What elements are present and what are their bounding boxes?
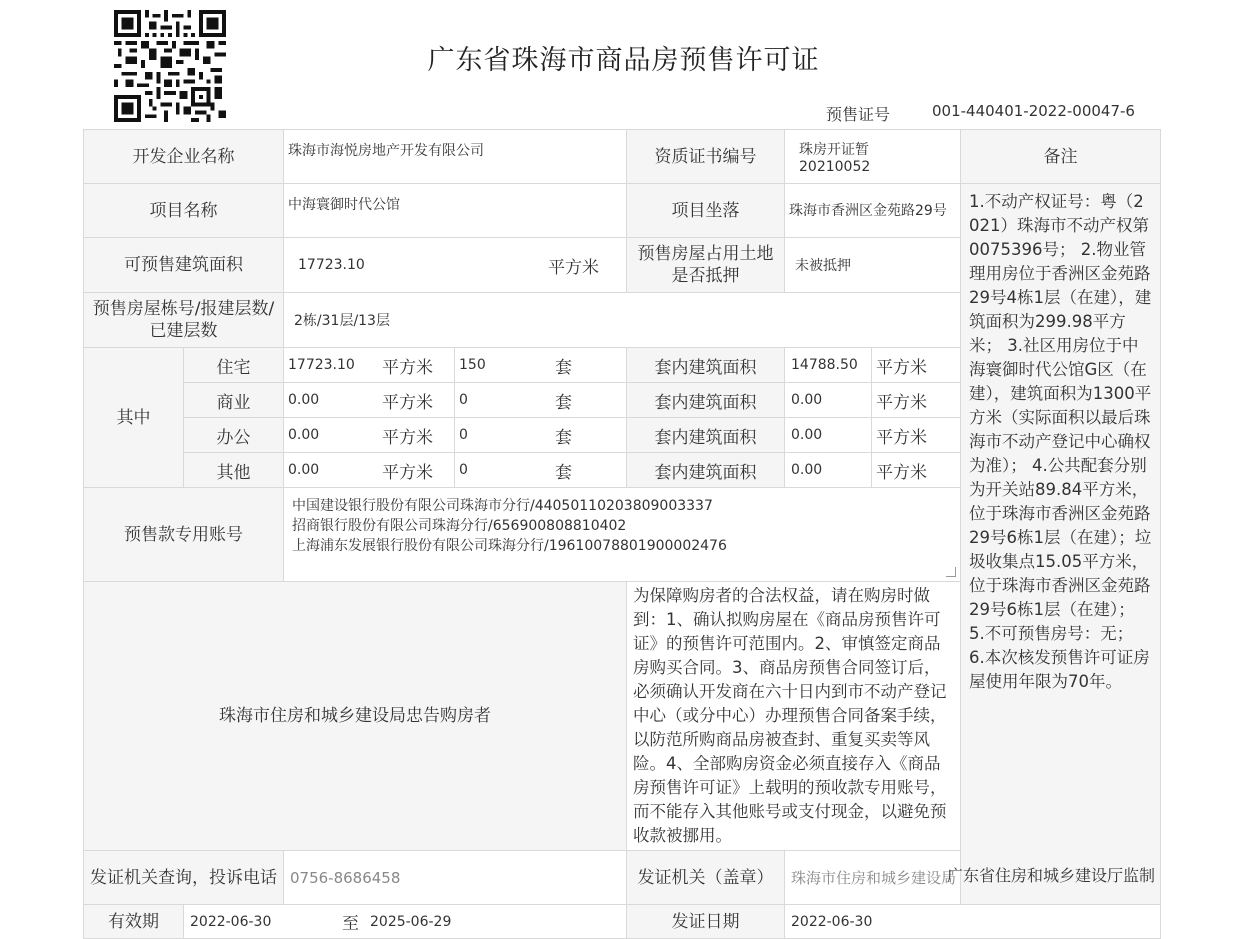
- mortgage-label: 预售房屋占用土地是否抵押: [627, 238, 785, 293]
- page-title: 广东省珠海市商品房预售许可证: [427, 45, 820, 76]
- validity-end: 2025-06-29: [370, 913, 452, 930]
- breakdown-area-0: 17723.10: [288, 357, 355, 373]
- breakdown-area-cell-0: [284, 348, 455, 383]
- breakdown-inner-label-0: 套内建筑面积: [627, 348, 785, 383]
- accounts-label: 预售款专用账号: [84, 488, 284, 582]
- contact-label: 发证机关查询，投诉电话: [84, 851, 284, 905]
- breakdown-inner-label-2: 套内建筑面积: [627, 418, 785, 453]
- breakdown-area-1: 0.00: [288, 392, 320, 408]
- breakdown-area-2: 0.00: [288, 427, 320, 443]
- breakdown-area-3: 0.00: [288, 462, 320, 478]
- project-name-label: 项目名称: [84, 184, 284, 238]
- sale-area-unit: 平方米: [548, 257, 599, 278]
- breakdown-inner-unit-1: 平方米: [872, 383, 961, 418]
- breakdown-inner-unit-0: 平方米: [872, 348, 961, 383]
- mortgage-value: 未被抵押: [785, 238, 961, 293]
- supervisor-note: 广东省住房和城乡建设厅监制: [946, 866, 1155, 885]
- permit-number-label: 预售证号: [826, 105, 891, 124]
- breakdown-inner-unit-2: 平方米: [872, 418, 961, 453]
- breakdown-count-2: 0: [459, 427, 468, 443]
- breakdown-inner-area-1: 0.00: [785, 383, 872, 418]
- breakdown-count-unit-0: 套: [555, 357, 572, 378]
- validity-range: [184, 905, 627, 939]
- breakdown-count-unit-2: 套: [555, 427, 572, 448]
- contact-phone: 0756-8686458: [284, 851, 627, 905]
- breakdown-count-1: 0: [459, 392, 468, 408]
- breakdown-count-3: 0: [459, 462, 468, 478]
- remarks-label: 备注: [961, 130, 1161, 184]
- sale-area-label: 可预售建筑面积: [84, 238, 284, 293]
- breakdown-inner-area-0: 14788.50: [785, 348, 872, 383]
- issue-date-value: 2022-06-30: [785, 905, 1161, 939]
- breakdown-area-cell-2: [284, 418, 455, 453]
- sale-area-cell: [284, 238, 627, 293]
- breakdown-inner-unit-3: 平方米: [872, 453, 961, 488]
- breakdown-inner-area-3: 0.00: [785, 453, 872, 488]
- developer-label: 开发企业名称: [84, 130, 284, 184]
- breakdown-count-0: 150: [459, 357, 486, 373]
- breakdown-inner-label-3: 套内建筑面积: [627, 453, 785, 488]
- project-location-label: 项目坐落: [627, 184, 785, 238]
- breakdown-inner-area-2: 0.00: [785, 418, 872, 453]
- breakdown-count-cell-1: [455, 383, 627, 418]
- breakdown-type-3: 其他: [184, 453, 284, 488]
- permit-table: [83, 129, 1161, 939]
- validity-to-label: 至: [342, 914, 359, 934]
- resize-grip-icon[interactable]: [946, 567, 956, 577]
- breakdown-group-label: 其中: [84, 348, 184, 488]
- issue-date-label: 发证日期: [627, 905, 785, 939]
- account-line-1: 招商银行股份有限公司珠海分行/656900808810402: [292, 518, 627, 534]
- breakdown-area-unit-3: 平方米: [382, 462, 433, 483]
- buildings-value: 2栋/31层/13层: [284, 293, 961, 348]
- developer-value: 珠海市海悦房地产开发有限公司: [284, 130, 627, 184]
- notice-text: 为保障购房者的合法权益，请在购房时做到：1、确认拟购房屋在《商品房预售许可证》的预售许可范围内。2、审慎签定商品房购买合同。3、商品房预售合同签订后，必须确认开发商在六十日内到市不动产登记中心（或分中心）办理预售合同备案手续，以防范所购商品房被查封、重复买卖等风险。4、全部购房资金必须直接存入《商品房预售许可证》上载明的预收款专用账号，而不能存入其他账号或支付现金，以避免预收款被挪用。: [627, 582, 961, 851]
- accounts-textarea[interactable]: [284, 488, 961, 582]
- breakdown-count-cell-3: [455, 453, 627, 488]
- account-line-2: 上海浦东发展银行股份有限公司珠海分行/19610078801900002476: [292, 538, 727, 554]
- breakdown-area-unit-1: 平方米: [382, 392, 433, 413]
- qualification-label: 资质证书编号: [627, 130, 785, 184]
- authority-label: 发证机关（盖章）: [627, 851, 785, 905]
- permit-number: 001-440401-2022-00047-6: [932, 102, 1135, 120]
- remarks-text: 1.不动产权证号：粤（2021）珠海市不动产权第0075396号； 2.物业管理用房位于香洲区金苑路29号4栋1层（在建），建筑面积为299.98平方米； 3.社区用房位于中海寰御时代公馆G区（在建），建筑面积为1300平方米（实际面积以最后珠海市不动产登记中心确权为准）； 4.公共配套分别为开关站89.84平方米，位于珠海市香洲区金苑路29号6栋1层（在建）；垃圾收集点15.05平方米，位于珠海市香洲区金苑路29号6栋1层（在建）； 5.不可预售房号：无； 6.本次核发预售许可证房屋使用年限为70年。: [961, 184, 1161, 905]
- validity-start: 2022-06-30: [190, 913, 272, 930]
- project-location-value: 珠海市香洲区金苑路29号: [785, 184, 961, 238]
- breakdown-count-unit-3: 套: [555, 462, 572, 483]
- project-name-value: 中海寰御时代公馆: [284, 184, 627, 238]
- buildings-label: 预售房屋栋号/报建层数/已建层数: [84, 293, 284, 348]
- breakdown-type-1: 商业: [184, 383, 284, 418]
- breakdown-area-unit-0: 平方米: [382, 357, 433, 378]
- sale-area-value: 17723.10: [298, 257, 365, 273]
- breakdown-type-2: 办公: [184, 418, 284, 453]
- breakdown-inner-label-1: 套内建筑面积: [627, 383, 785, 418]
- breakdown-area-cell-3: [284, 453, 455, 488]
- validity-label: 有效期: [84, 905, 184, 939]
- breakdown-type-0: 住宅: [184, 348, 284, 383]
- account-line-0: 中国建设银行股份有限公司珠海市分行/44050110203809003337: [292, 498, 713, 514]
- breakdown-area-cell-1: [284, 383, 455, 418]
- notice-label: 珠海市住房和城乡建设局忠告购房者: [84, 582, 627, 851]
- breakdown-count-unit-1: 套: [555, 392, 572, 413]
- qualification-value: 珠房开证暂 20210052: [785, 130, 961, 184]
- authority-value: 珠海市住房和城乡建设局: [785, 851, 1161, 905]
- breakdown-area-unit-2: 平方米: [382, 427, 433, 448]
- breakdown-count-cell-0: [455, 348, 627, 383]
- breakdown-count-cell-2: [455, 418, 627, 453]
